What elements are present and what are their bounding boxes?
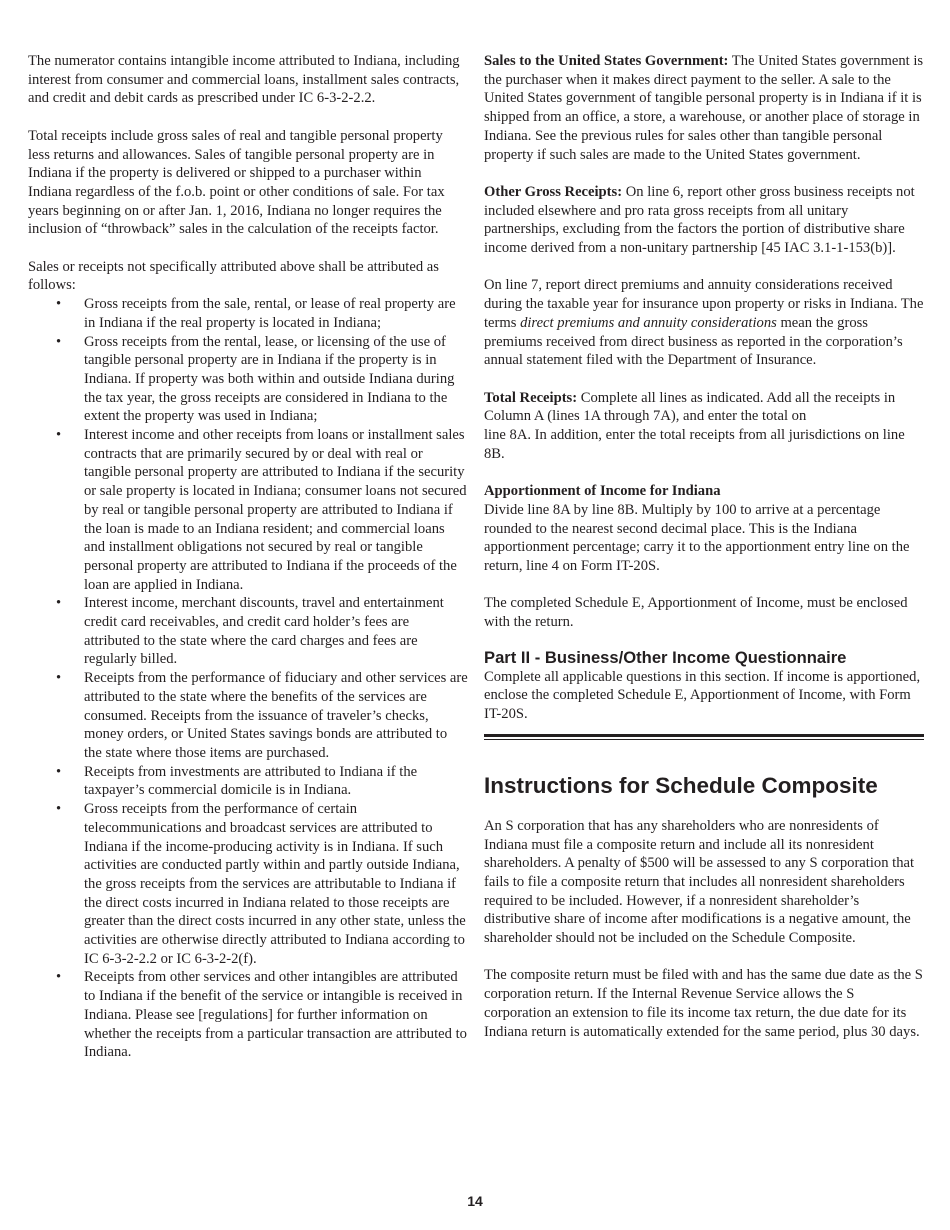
line7-emphasis: direct premiums and annuity considerations	[520, 314, 777, 331]
list-item	[28, 594, 468, 669]
section-divider-inner	[484, 739, 924, 740]
part2-heading: Part II - Business/Other Income Questionnaire	[484, 647, 847, 667]
composite-heading: Instructions for Schedule Composite	[484, 772, 878, 798]
apportionment-heading: Apportionment of Income for Indiana	[484, 483, 721, 500]
line7-text-b: mean the gross premiums received from direct business as reported in the corporation’s annual statement filed with the Department of Insurance.	[484, 314, 903, 369]
apportionment-paragraph	[484, 482, 924, 576]
total-receipts-label: Total Receipts:	[484, 389, 578, 406]
composite-paragraph-1: An S corporation that has any shareholders who are nonresidents of Indiana must file a composite return and include all its nonresident shareholders. A penalty of $500 will be assessed to any S corporation that fails to file a composite return that includes all nonresident shareholders required to be included. However, if a nonresident shareholder’s distributive share of income after modifications is a negative amount, the shareholder should not be included on the Schedule Composite.	[484, 817, 915, 947]
total-receipts-instructions	[484, 389, 924, 464]
right-column	[484, 52, 924, 1060]
section-divider	[484, 734, 924, 740]
left-column	[28, 52, 468, 1062]
list-item-text: Interest income and other receipts from loans or installment sales contracts that are primarily secured by or deal with real or tangible personal property are attributed to Indiana if the security or sale property is located in Indiana; consumer loans not secured by real or tangible personal property are attributed to Indiana if the loan is made to an Indiana resident; and commercial loans and installment obligations not secured by real or tangible personal property are attributed to Indiana if the proceeds of the loan are applied in Indiana.	[84, 427, 467, 593]
list-item	[28, 426, 468, 594]
line7-text-a: On line 7, report direct premiums and annuity considerations received during the taxable year for insurance upon property or risks in Indiana. The terms	[484, 277, 924, 331]
numerator-paragraph: The numerator contains intangible income attributed to Indiana, including interest from consumer and commercial loans, installment sales contracts, and credit and debit cards as prescribed under IC 6-3-2-2.2.	[28, 53, 460, 107]
bullet-icon: •	[56, 763, 62, 780]
list-item	[28, 800, 468, 968]
bullet-icon: •	[56, 670, 62, 687]
list-item	[28, 968, 468, 1062]
bullet-icon: •	[56, 969, 62, 986]
list-item-text: Receipts from other services and other intangibles are attributed to Indiana if the benefit of the service or intangible is received in Indiana. Please see [regulations] for further information on whether the receipts from a particular transaction are attributed to Indiana.	[84, 969, 467, 1061]
us-government-label: Sales to the United States Government:	[484, 53, 729, 69]
bullet-icon: •	[56, 595, 62, 612]
list-item	[28, 669, 468, 763]
total-receipts-text-a: Complete all lines as indicated. Add all the receipts in Column A (lines 1A through 7A), and enter the total on	[484, 389, 896, 425]
attribution-intro: Sales or receipts not specifically attributed above shall be attributed as follows:	[28, 258, 439, 294]
composite-paragraph-2: The composite return must be filed with and has the same due date as the S corporation return. If the Internal Revenue Service allows the S corporation an extension to file its income tax return, the due date for its Indiana return is automatically extended for the same period, plus 30 days.	[484, 967, 923, 1040]
apportionment-text: Divide line 8A by line 8B. Multiply by 100 to arrive at a percentage rounded to the nearest second decimal place. This is the Indiana apportionment percentage; carry it to the apportionment entry line on the return, line 4 on Form IT-20S.	[484, 501, 910, 574]
us-government-text: The United States government is the purchaser when it makes direct payment to the seller. A sale to the United States government of tangible personal property is in Indiana if it is shipped from an office, a store, a warehouse, or another place of storage in Indiana. See the previous rules for sales other than tangible personal property if such sales are made to the United States government.	[484, 53, 924, 163]
attribution-list	[28, 295, 468, 1062]
list-item	[28, 295, 468, 332]
page-number: 14	[467, 1193, 483, 1209]
other-gross-receipts-label: Other Gross Receipts:	[484, 183, 623, 200]
bullet-icon: •	[56, 333, 62, 350]
part2-text: Complete all applicable questions in this section. If income is apportioned, enclose the completed Schedule E, Apportionment of Income, with Form IT-20S.	[484, 668, 921, 723]
total-receipts-text-b: line 8A. In addition, enter the total receipts from all jurisdictions on line 8B.	[484, 427, 905, 462]
bullet-icon: •	[56, 296, 62, 313]
list-item	[28, 763, 468, 800]
us-government-paragraph	[484, 52, 924, 164]
bullet-icon: •	[56, 427, 62, 444]
schedule-e-note: The completed Schedule E, Apportionment of Income, must be enclosed with the return.	[484, 595, 908, 631]
total-receipts-paragraph: Total receipts include gross sales of real and tangible personal property less returns and allowances. Sales of tangible personal property are in Indiana if the property is delivered or shipped to a purchaser within Indiana regardless of the f.o.b. point or other conditions of sale. For tax years beginning on or after Jan. 1, 2016, Indiana no longer requires the inclusion of “throwback” sales in the calculation of the receipts factor.	[28, 127, 445, 238]
list-item-text: Gross receipts from the performance of certain telecommunications and broadcast services are attributed to Indiana if the income-producing activity is in Indiana. If such activities are conducted partly within and partly outside Indiana, the gross receipts from the services are attributable to Indiana if the direct costs incurred in Indiana related to those receipts are greater than the direct costs incurred in any other state, unless the activities are otherwise directly attributed to Indiana according to IC 6-3-2-2.2 or IC 6-3-2-2(f).	[84, 801, 466, 967]
list-item-text: Receipts from the performance of fiduciary and other services are attributed to the state where the benefits of the services are consumed. Receipts from the issuance of traveler’s checks, money orders, or United States savings bonds are attributed to the state where those items are purchased.	[84, 670, 468, 761]
list-item	[28, 333, 468, 427]
bullet-icon: •	[56, 801, 62, 818]
list-item-text: Interest income, merchant discounts, travel and entertainment credit card receivables, and credit card holder’s fees are attributed to the state where the card charges and fees are regularly billed.	[84, 595, 444, 668]
list-item-text: Gross receipts from the sale, rental, or lease of real property are in Indiana if the real property is located in Indiana;	[84, 296, 456, 331]
other-gross-receipts-paragraph	[484, 183, 924, 258]
list-item-text: Receipts from investments are attributed to Indiana if the taxpayer’s commercial domicile is in Indiana.	[84, 763, 418, 799]
other-gross-receipts-text: On line 6, report other gross business receipts not included elsewhere and pro rata gross receipts from all unitary partnerships, excluding from the factors the portion of distributive share income derived from a non-unitary partnership [45 IAC 3.1-1-153(b)].	[484, 183, 915, 257]
line7-paragraph	[484, 276, 924, 370]
list-item-text: Gross receipts from the rental, lease, or licensing of the use of tangible personal property are in Indiana if the property is in Indiana. If property was both within and outside Indiana during the tax year, the gross receipts are considered in Indiana to the extent the property was used in Indiana;	[84, 333, 455, 425]
